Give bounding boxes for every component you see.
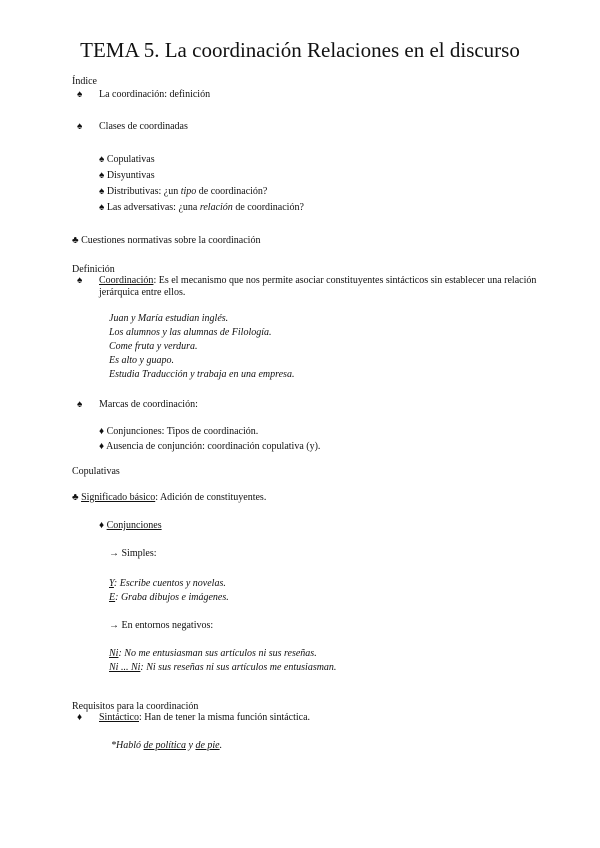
simples-heading [109,548,157,560]
significado-term: Significado básico [81,492,156,503]
adversativas-text-a: Las adversativas: ¿una [106,202,200,213]
example-ni-text: : No me entusiasman sus artículos ni sus reseñas. [118,648,317,659]
adversativas-text-c: de coordinación? [232,202,304,213]
example-sentence: Juan y María estudian inglés. [109,313,229,324]
req-ex-a: *Habló [111,740,144,751]
significado-text: : Adición de constituyentes. [155,492,267,503]
sintactico-term: Sintáctico [99,712,139,723]
indice-item-disyuntivas-label: Disyuntivas [106,170,155,181]
diamond-icon: ♦ [77,712,83,723]
club-icon: ♣ [72,235,79,246]
adversativas-text-b: relación [199,202,233,213]
conj-y: Y [109,578,114,589]
example-ni [109,648,317,660]
spade-icon: ♠ [99,202,105,213]
simples-label: Simples: [121,548,157,559]
requisitos-heading: Requisitos para la coordinación [72,701,199,712]
diamond-icon: ♦ [99,441,105,452]
definicion-heading: Definición [72,264,115,275]
spade-icon: ♠ [99,186,105,197]
marcas-item-text: Ausencia de conjunción: coordinación copulativa (y). [106,441,321,452]
spade-icon: ♠ [77,89,83,100]
indice-item-normativas [72,235,260,247]
indice-item-copulativas [99,154,155,166]
distributivas-text-b: tipo [180,186,197,197]
copulativas-significado [72,492,266,504]
spade-icon: ♠ [99,170,105,181]
conj-e: E [109,592,116,603]
conj-nini: Ni ... Ni [109,662,141,673]
marcas-item [99,426,258,438]
arrow-icon: → [109,620,119,631]
requisitos-sintactico [99,712,310,724]
club-icon: ♣ [72,492,79,503]
example-sentence: Estudia Traducción y trabaja en una empresa. [109,369,295,380]
req-ex-b: de política [143,740,186,751]
negativos-label: En entornos negativos: [121,620,214,631]
definicion-text: : Es el mecanismo que nos permite asociar constituyentes sintácticos sin establecer una relación jerárquica entre ellos. [99,275,537,298]
indice-item-copulativas-label: Copulativas [106,154,155,165]
spade-icon: ♠ [77,399,83,410]
conj-ni: Ni [109,648,119,659]
page-title: TEMA 5. La coordinación Relaciones en el discurso [80,38,520,62]
distributivas-text-c: de coordinación? [196,186,268,197]
example-sentence: Es alto y guapo. [109,355,174,366]
indice-item-distributivas [99,186,267,198]
marcas-item-text: Conjunciones: Tipos de coordinación. [106,426,259,437]
marcas-item [99,441,320,453]
conjunciones-label: Conjunciones [106,520,162,531]
example-e-text: : Graba dibujos e imágenes. [115,592,229,603]
example-sentence: Come fruta y verdura. [109,341,198,352]
negativos-heading [109,620,213,632]
example-nini [109,662,336,674]
example-y-text: : Escribe cuentos y novelas. [113,578,226,589]
copulativas-heading: Copulativas [72,466,120,477]
indice-item-normativas-label: Cuestiones normativas sobre la coordinación [81,235,261,246]
example-sentence: Los alumnos y las alumnas de Filología. [109,327,272,338]
requisitos-example [111,740,222,752]
spade-icon: ♠ [77,275,83,286]
distributivas-text-a: Distributivas: ¿un [106,186,181,197]
sintactico-text: : Han de tener la misma función sintáctica. [139,712,311,723]
diamond-icon: ♦ [99,426,105,437]
example-y [109,578,226,590]
definicion-term: Coordinación [99,275,154,286]
indice-item-definicion: La coordinación: definición [99,89,211,100]
indice-item-disyuntivas [99,170,155,182]
diamond-icon: ♦ [99,520,105,531]
conjunciones-heading [99,520,162,532]
indice-item-clases: Clases de coordinadas [99,121,188,132]
req-ex-d: de pie [195,740,220,751]
definicion-paragraph [99,275,539,298]
req-ex-e: . [219,740,223,751]
indice-heading: Índice [72,76,97,87]
example-e [109,592,229,604]
req-ex-c: y [186,740,196,751]
spade-icon: ♠ [77,121,83,132]
arrow-icon: → [109,548,119,559]
indice-item-adversativas [99,202,304,214]
example-nini-text: : Ni sus reseñas ni sus artículos me entusiasman. [140,662,337,673]
spade-icon: ♠ [99,154,105,165]
marcas-heading: Marcas de coordinación: [99,399,198,410]
